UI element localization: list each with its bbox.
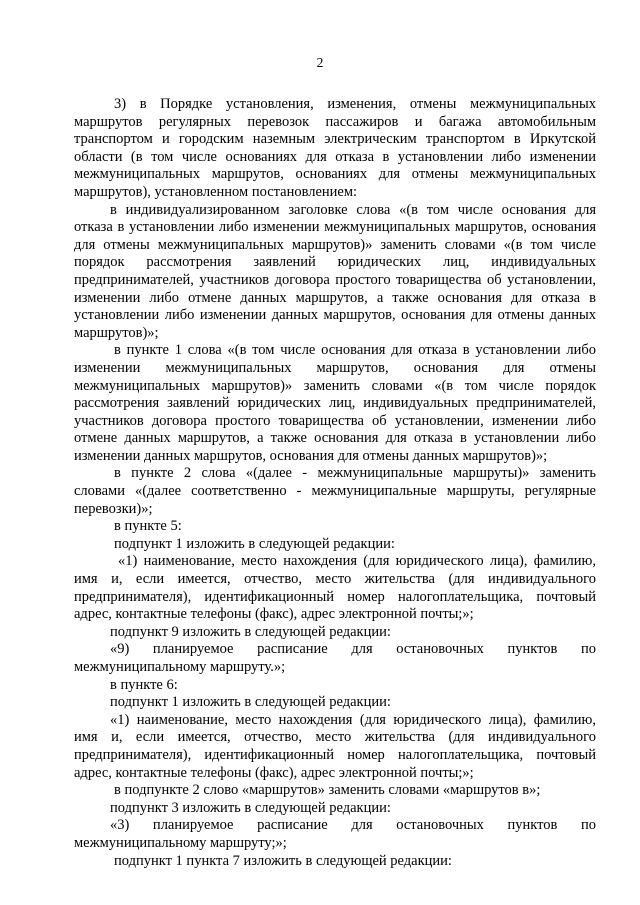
paragraph-point-1-change: в пункте 1 слова «(в том числе основания для отказа в установлении либо изменении межмуниципальных маршрутов, основания для отмены межмуниципальных маршрутов)» заменить словами «(в том числе порядок рассмотрения заявлений юридических лиц, индивидуальных предпринимателей, участников договора простого товарищества об установлении, изменении либо отмене данных маршрутов, а также основания для отказа в установлении либо изменении данных маршрутов, основания для отмены данных маршрутов)»; <box>74 342 596 464</box>
document-body <box>74 96 596 870</box>
paragraph-point-5: в пункте 5: <box>114 518 182 535</box>
paragraph-point-6-sub-1: подпункт 1 изложить в следующей редакции: <box>110 694 391 711</box>
page-number: 2 <box>316 55 324 70</box>
paragraph-point-6-sub-1-text: «1) наименование, место нахождения (для юридического лица), фамилию, имя и, если имеется, отчество, место жительства (для индивидуального предпринимателя), идентификационный номер налогоплательщика, почтовый адрес, контактные телефоны (факс), адрес электронной почты;»; <box>74 711 596 781</box>
paragraph-point-6-sub-3-text: «3) планируемое расписание для остановочных пунктов по межмуниципальному маршруту;»; <box>74 817 596 851</box>
paragraph-point-6: в пункте 6: <box>110 676 178 693</box>
paragraph-point-5-sub-1: подпункт 1 изложить в следующей редакции: <box>114 535 395 552</box>
paragraph-point-5-sub-9: подпункт 9 изложить в следующей редакции: <box>110 623 391 640</box>
paragraph-item-3-intro: 3) в Порядке установления, изменения, отмены межмуниципальных маршрутов регулярных перевозок пассажиров и багажа автомобильным транспортом и городским наземным электрическим транспортом в Иркутской области (в том числе основаниях для отказа в установлении либо изменении межмуниципальных маршрутов, основаниях для отмены межмуниципальных маршрутов), установленном постановлением: <box>74 96 596 200</box>
paragraph-point-7-sub-1: подпункт 1 пункта 7 изложить в следующей редакции: <box>114 852 452 869</box>
paragraph-point-6-sub-3: подпункт 3 изложить в следующей редакции: <box>110 799 391 816</box>
paragraph-heading-change: в индивидуализированном заголовке слова «(в том числе основания для отказа в установлении либо изменении межмуниципальных маршрутов, основания для отмены межмуниципальных маршрутов)» заменить словами «(в том числе порядок рассмотрения заявлений юридических лиц, индивидуальных предпринимателей, участников договора простого товарищества об установлении, изменении либо отмене данных маршрутов, а также основания для отказа в установлении либо изменении данных маршрутов, основания для отмены данных маршрутов)»; <box>74 201 596 341</box>
paragraph-point-6-sub-2: в подпункте 2 слово «маршрутов» заменить словами «маршрутов в»; <box>114 782 541 799</box>
paragraph-point-2-change: в пункте 2 слова «(далее - межмуниципальные маршруты)» заменить словами «(далее соответственно - межмуниципальные маршруты, регулярные перевозки)»; <box>74 465 596 517</box>
paragraph-point-5-sub-9-text: «9) планируемое расписание для остановочных пунктов по межмуниципальному маршруту.»; <box>74 641 596 675</box>
paragraph-point-5-sub-1-text: «1) наименование, место нахождения (для юридического лица), фамилию, имя и, если имеется, отчество, место жительства (для индивидуального предпринимателя), идентификационный номер налогоплательщика, почтовый адрес, контактные телефоны (факс), адрес электронной почты;»; <box>74 553 596 623</box>
